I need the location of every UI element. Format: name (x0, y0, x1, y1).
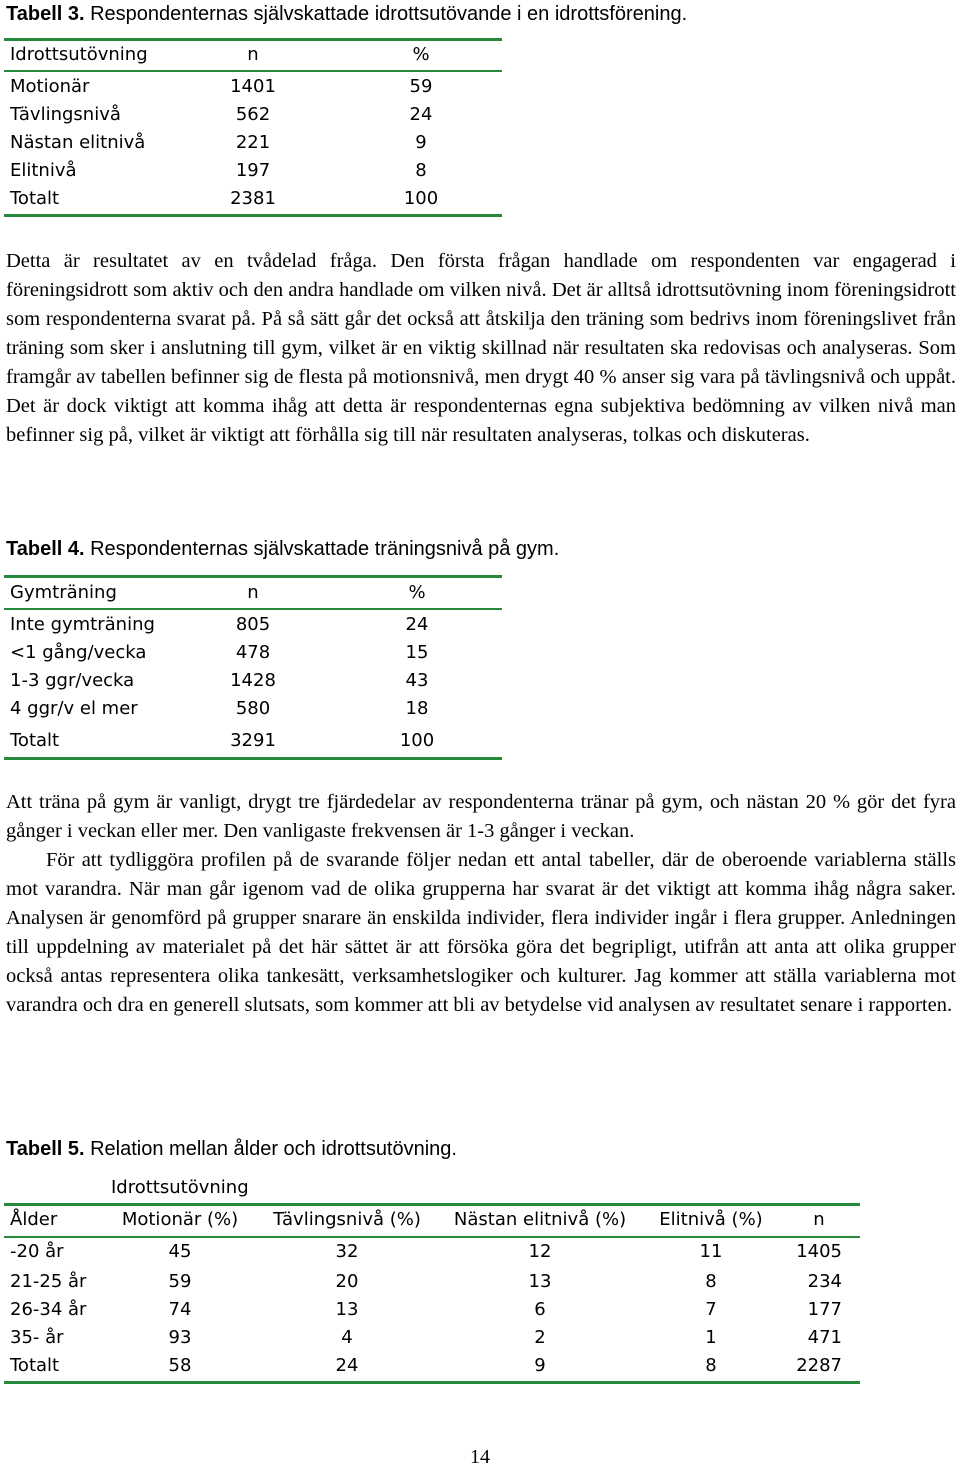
table-cell: 35- år (10, 1327, 64, 1348)
table3-caption-text: Respondenternas självskattade idrottsutövande i en idrottsförening. (90, 3, 688, 25)
table-cell: Totalt (10, 730, 60, 751)
table-cell: 32 (335, 1241, 359, 1262)
table4-header-rule (4, 608, 502, 610)
table-cell: -20 år (10, 1241, 64, 1262)
table5-header-nastan-elitniva: Nästan elitnivå (%) (453, 1209, 627, 1230)
table-cell: 1 (705, 1327, 717, 1348)
table-cell: Inte gymträning (10, 614, 155, 635)
paragraph-text: Detta är resultatet av en tvådelad fråga. Den första frågan handlade om respondenten var engagerad i föreningsidrott som aktiv och den andra handlade om vilken nivå. Det är alltså idrottsutövning inom föreningsidrott som respondenterna svarat på. På så sätt går det också att åtskilja den träning som bedrivs inom föreningslivet från träning som sker i anslutning till gym, vilket är en viktig skillnad när resultaten ska redovisas och analyseras. Som framgår av tabellen befinner sig de flesta på motionsnivå, men drygt 40 % anser sig vara på tävlingsnivå och uppåt. Det är dock viktigt att komma ihåg att detta är respondenternas egna subjektiva bedömning av vilken nivå man befinner sig på, vilket är viktigt att förhålla sig till när resultaten analyseras, tolkas och diskuteras. (6, 250, 956, 446)
table-cell: 59 (168, 1271, 192, 1292)
table-cell: 45 (168, 1241, 192, 1262)
table-cell: 59 (409, 76, 433, 97)
table5-caption-number: Tabell 5. (6, 1138, 85, 1160)
table5-group-header-row (4, 1174, 860, 1202)
table4-header-row (4, 579, 502, 607)
table-row (4, 129, 502, 157)
table-cell: 197 (235, 160, 271, 181)
table-cell: 6 (534, 1299, 546, 1320)
table-cell: 9 (534, 1355, 546, 1376)
table-cell: 805 (235, 614, 271, 635)
table5-header-n: n (813, 1209, 825, 1230)
table-cell: <1 gång/vecka (10, 642, 147, 663)
table-row (4, 1268, 860, 1296)
table-row (4, 639, 502, 667)
table-cell: 9 (415, 132, 427, 153)
table-cell: Totalt (10, 188, 60, 209)
table-row (4, 73, 502, 101)
table-cell: 12 (528, 1241, 552, 1262)
table-cell: 24 (409, 104, 433, 125)
table4-header-gym: Gymträning (10, 582, 117, 603)
table-cell: 1401 (230, 76, 276, 97)
table-cell: 58 (168, 1355, 192, 1376)
table-cell: 8 (705, 1355, 717, 1376)
table4 (4, 575, 502, 761)
table-cell: 15 (405, 642, 429, 663)
table-row (4, 1352, 860, 1380)
table5-header-elitniva: Elitnivå (%) (659, 1209, 763, 1230)
table-cell: 1405 (796, 1241, 842, 1262)
table-cell: 13 (528, 1271, 552, 1292)
table-row (4, 101, 502, 129)
table5-caption-text: Relation mellan ålder och idrottsutövning. (90, 1138, 457, 1160)
table-cell: Tävlingsnivå (10, 104, 121, 125)
page-number: 14 (470, 1446, 490, 1468)
paragraph-text: För att tydliggöra profilen på de svarande följer nedan ett antal tabeller, där de oberoende variablerna ställs mot varandra. När man går igenom vad de olika grupperna har svarat är det viktigt att komma ihåg några saker. Analysen är genomförd på grupper snarare än enskilda individer, flera individer ingår i flera grupper. Anledningen till uppdelning av materialet på det här sättet är att försöka göra det begripligt, utifrån att anta att olika grupper också antas representera olika tankesätt, verksamhetslogiker och kulturer. Jag kommer att ställa variablerna mot varandra och dra en generell slutsats, som kommer att bli av betydelse vid analysen av resultatet senare i rapporten. (6, 849, 956, 1016)
table-cell: 8 (705, 1271, 717, 1292)
table4-bottom-rule (4, 757, 502, 760)
table4-header-percent: % (408, 582, 426, 603)
table-cell: 13 (335, 1299, 359, 1320)
table-row (4, 1238, 860, 1266)
table3-caption (6, 2, 687, 26)
table4-caption (6, 537, 559, 561)
table-cell: 24 (405, 614, 429, 635)
table3-header-percent: % (412, 44, 430, 65)
table-row (4, 695, 502, 723)
table-cell: 18 (405, 698, 429, 719)
table5-bottom-rule (4, 1381, 860, 1384)
table3-header-rule (4, 70, 502, 72)
table-cell: Elitnivå (10, 160, 77, 181)
body-paragraph-2 (6, 788, 956, 1020)
table-cell: 100 (403, 188, 439, 209)
table-cell: Motionär (10, 76, 90, 97)
table5-header-motionar: Motionär (%) (121, 1209, 239, 1230)
table-cell: 43 (405, 670, 429, 691)
table-cell: 2287 (796, 1355, 842, 1376)
table-row (4, 1296, 860, 1324)
table-row (4, 185, 502, 213)
table-cell: 74 (168, 1299, 192, 1320)
table-row (4, 611, 502, 639)
table-cell: 8 (415, 160, 427, 181)
table-cell: 21-25 år (10, 1271, 87, 1292)
table3-header-row (4, 41, 502, 69)
table-row (4, 667, 502, 695)
table5-caption (6, 1137, 457, 1161)
table-cell: 24 (335, 1355, 359, 1376)
table3 (4, 38, 502, 218)
table4-caption-number: Tabell 4. (6, 538, 85, 560)
table3-caption-number: Tabell 3. (6, 3, 85, 25)
table-cell: 3291 (230, 730, 276, 751)
table-cell: 7 (705, 1299, 717, 1320)
table-cell: 20 (335, 1271, 359, 1292)
table-row (4, 727, 502, 755)
table4-header-n: n (247, 582, 259, 603)
table4-caption-text: Respondenternas självskattade träningsnivå på gym. (90, 538, 560, 560)
table-row (4, 1324, 860, 1352)
table3-header-activity: Idrottsutövning (10, 44, 148, 65)
table-cell: 478 (235, 642, 271, 663)
table3-header-n: n (247, 44, 259, 65)
table-cell: 1-3 ggr/vecka (10, 670, 135, 691)
table4-top-rule (4, 575, 502, 578)
table-cell: 100 (399, 730, 435, 751)
table-cell: 177 (807, 1299, 842, 1320)
table-cell: 221 (235, 132, 271, 153)
table-cell: 562 (235, 104, 271, 125)
table-cell: 2381 (230, 188, 276, 209)
table-cell: 2 (534, 1327, 546, 1348)
table5-header-tavlingsniva: Tävlingsnivå (%) (273, 1209, 421, 1230)
table-cell: 4 ggr/v el mer (10, 698, 138, 719)
table-cell: 26-34 år (10, 1299, 87, 1320)
table-cell: 580 (235, 698, 271, 719)
table-row (4, 157, 502, 185)
table-cell: Nästan elitnivå (10, 132, 146, 153)
table-cell: 1428 (230, 670, 276, 691)
table3-bottom-rule (4, 214, 502, 217)
table5-group-header: Idrottsutövning (111, 1177, 249, 1198)
table-cell: Totalt (10, 1355, 60, 1376)
table-cell: 234 (807, 1271, 842, 1292)
table5-header-row (4, 1206, 860, 1234)
table5-header-age: Ålder (10, 1209, 58, 1230)
table-cell: 93 (168, 1327, 192, 1348)
table-cell: 4 (341, 1327, 353, 1348)
table5 (4, 1174, 860, 1386)
table-cell: 471 (807, 1327, 842, 1348)
body-paragraph-1 (6, 247, 956, 450)
paragraph-text: Att träna på gym är vanligt, drygt tre fjärdedelar av respondenterna tränar på gym, och nästan 20 % gör det fyra gånger i veckan eller mer. Den vanligaste frekvensen är 1-3 gånger i veckan. (6, 791, 956, 842)
table-cell: 11 (699, 1241, 723, 1262)
